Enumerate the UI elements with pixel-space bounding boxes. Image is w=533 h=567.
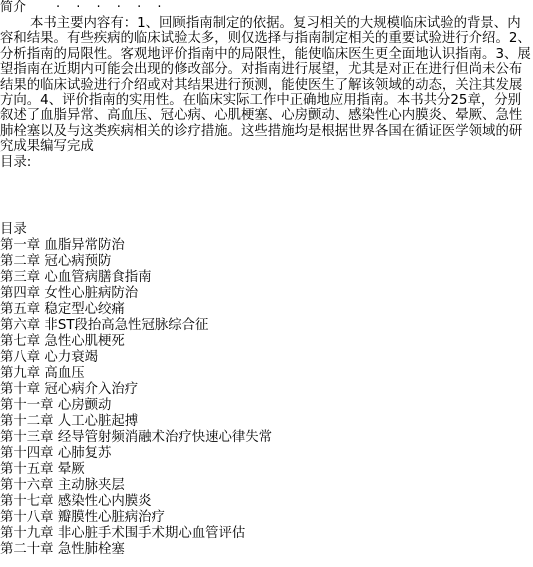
toc-item: 第九章 高血压 [0, 366, 85, 381]
toc-item: 第十四章 心肺复苏 [0, 446, 112, 461]
toc-item: 第十九章 非心脏手术围手术期心血管评估 [0, 526, 246, 541]
toc-item: 第十章 冠心病介入治疗 [0, 382, 139, 397]
toc-item: 第八章 心力衰竭 [0, 350, 98, 365]
toc-item: 第十八章 瓣膜性心脏病治疗 [0, 510, 165, 525]
toc-item: 第七章 急性心肌梗死 [0, 334, 125, 349]
toc-item: 第二章 冠心病预防 [0, 254, 112, 269]
toc-item: 第三章 心血管病膳食指南 [0, 270, 152, 285]
toc-item: 第十二章 人工心脏起搏 [0, 414, 139, 429]
toc-item: 第六章 非ST段抬高急性冠脉综合征 [0, 318, 209, 333]
intro-paragraph [0, 16, 533, 170]
toc-item: 第十六章 主动脉夹层 [0, 478, 125, 493]
header-dots: · · · · · · [56, 0, 168, 15]
intro-toc-label: 目录: [0, 154, 32, 170]
toc-item: 第十五章 晕厥 [0, 462, 85, 477]
header-label: 简介 [0, 0, 27, 15]
toc-item: 第十七章 感染性心内膜炎 [0, 494, 152, 509]
toc-item: 第十一章 心房颤动 [0, 398, 112, 413]
toc-item: 第十三章 经导管射频消融术治疗快速心律失常 [0, 430, 273, 445]
toc-item: 第五章 稳定型心绞痛 [0, 302, 125, 317]
toc-item: 第四章 女性心脏病防治 [0, 286, 139, 301]
toc-item: 第二十章 急性肺栓塞 [0, 542, 125, 557]
intro-text: 本书主要内容有：1、回顾指南制定的依据。复习相关的大规模临床试验的背景、内容和结果。有些疾病的临床试验太多，则仅选择与指南制定相关的重要试验进行介绍。2、分析指南的局限性。客观地评价指南中的局限性，能使临床医生更全面地认识指南。3、展望指南在近期内可能会出现的修改部分。对指南进行展望，尤其是对正在进行但尚未公布结果的临床试验进行介绍或对其结果进行预测，能使医生了解该领域的动态，关注其发展方向。4、评价指南的实用性。在临床实际工作中正确地应用指南。本书共分25章，分别叙述了血脂异常、高血压、冠心病、心肌梗塞、心房颤动、感染性心内膜炎、晕厥、急性肺栓塞以及与这类疾病相关的诊疗措施。这些措施均是根据世界各国在循证医学领域的研究成果编写完成 [0, 16, 531, 155]
header-line [0, 0, 167, 15]
toc-title: 目录 [0, 222, 27, 237]
toc-item: 第一章 血脂异常防治 [0, 238, 125, 253]
